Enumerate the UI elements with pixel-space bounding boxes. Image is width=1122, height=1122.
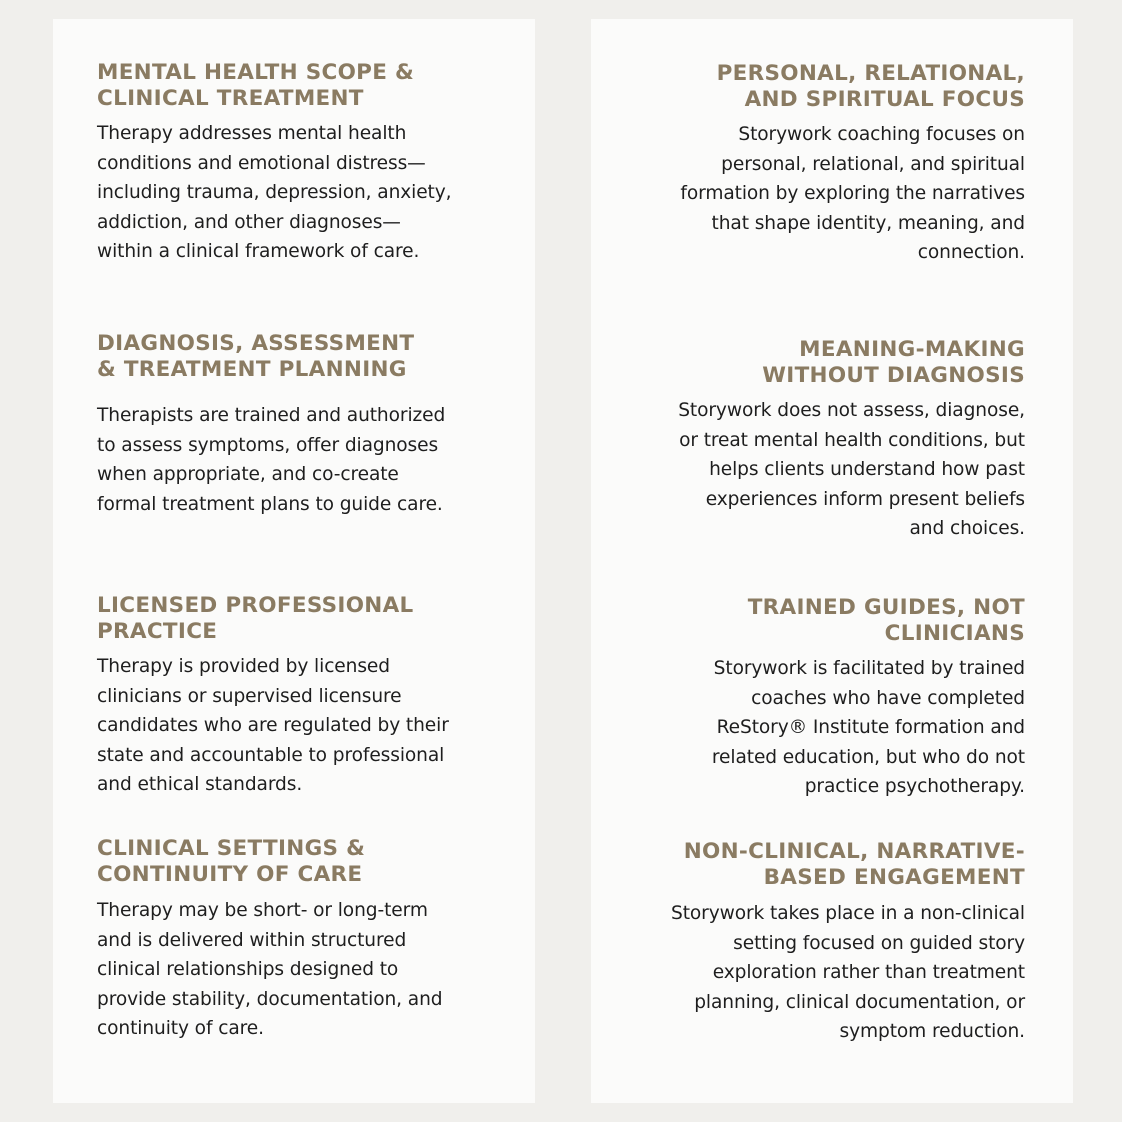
storywork-section-guides [625, 595, 1025, 802]
section-body: Storywork does not assess, diagnose, or treat mental health conditions, but helps clients understand how past experiences inform present beliefs and choices. [678, 400, 1025, 539]
storywork-card [591, 19, 1073, 1103]
storywork-section-focus [625, 61, 1025, 268]
section-body: Storywork takes place in a non-clinical setting focused on guided story exploration rather than treatment planning, clinical documentation, or symptom reduction. [671, 903, 1025, 1042]
section-body: Therapy is provided by licensed clinicians or supervised licensure candidates who are regulated by their state and accountable to professional and ethical standards. [97, 656, 449, 795]
section-heading: TRAINED GUIDES, NOT CLINICIANS [747, 595, 1025, 646]
section-heading: MENTAL HEALTH SCOPE & CLINICAL TREATMENT [97, 60, 415, 111]
section-body: Therapy may be short- or long-term and is delivered within structured clinical relationships designed to provide stability, documentation, and continuity of care. [97, 900, 443, 1039]
therapy-section-scope [97, 60, 497, 267]
section-heading: MEANING-MAKING WITHOUT DIAGNOSIS [762, 337, 1025, 388]
section-body: Therapy addresses mental health conditions and emotional distress— including trauma, depression, anxiety, addiction, and other diagnoses— within a clinical framework of care. [97, 123, 452, 262]
section-heading: CLINICAL SETTINGS & CONTINUITY OF CARE [97, 836, 366, 887]
section-body: Storywork coaching focuses on personal, relational, and spiritual formation by exploring the narratives that shape identity, meaning, and connection. [680, 124, 1025, 263]
storywork-section-meaning [625, 337, 1025, 544]
section-body: Therapists are trained and authorized to assess symptoms, offer diagnoses when appropriate, and co-create formal treatment plans to guide care. [97, 405, 446, 515]
therapy-section-licensed [97, 593, 497, 800]
section-heading: PERSONAL, RELATIONAL, AND SPIRITUAL FOCUS [716, 61, 1025, 112]
therapy-section-diagnosis [97, 331, 497, 519]
section-heading: DIAGNOSIS, ASSESSMENT & TREATMENT PLANNING [97, 331, 415, 382]
storywork-section-engagement [625, 839, 1025, 1047]
section-heading: NON-CLINICAL, NARRATIVE- BASED ENGAGEMENT [683, 839, 1025, 890]
section-body: Storywork is facilitated by trained coaches who have completed ReStory® Institute formation and related education, but who do not practice psychotherapy. [711, 658, 1025, 797]
therapy-section-settings [97, 836, 497, 1044]
section-heading: LICENSED PROFESSIONAL PRACTICE [97, 593, 414, 644]
therapy-card [53, 19, 535, 1103]
